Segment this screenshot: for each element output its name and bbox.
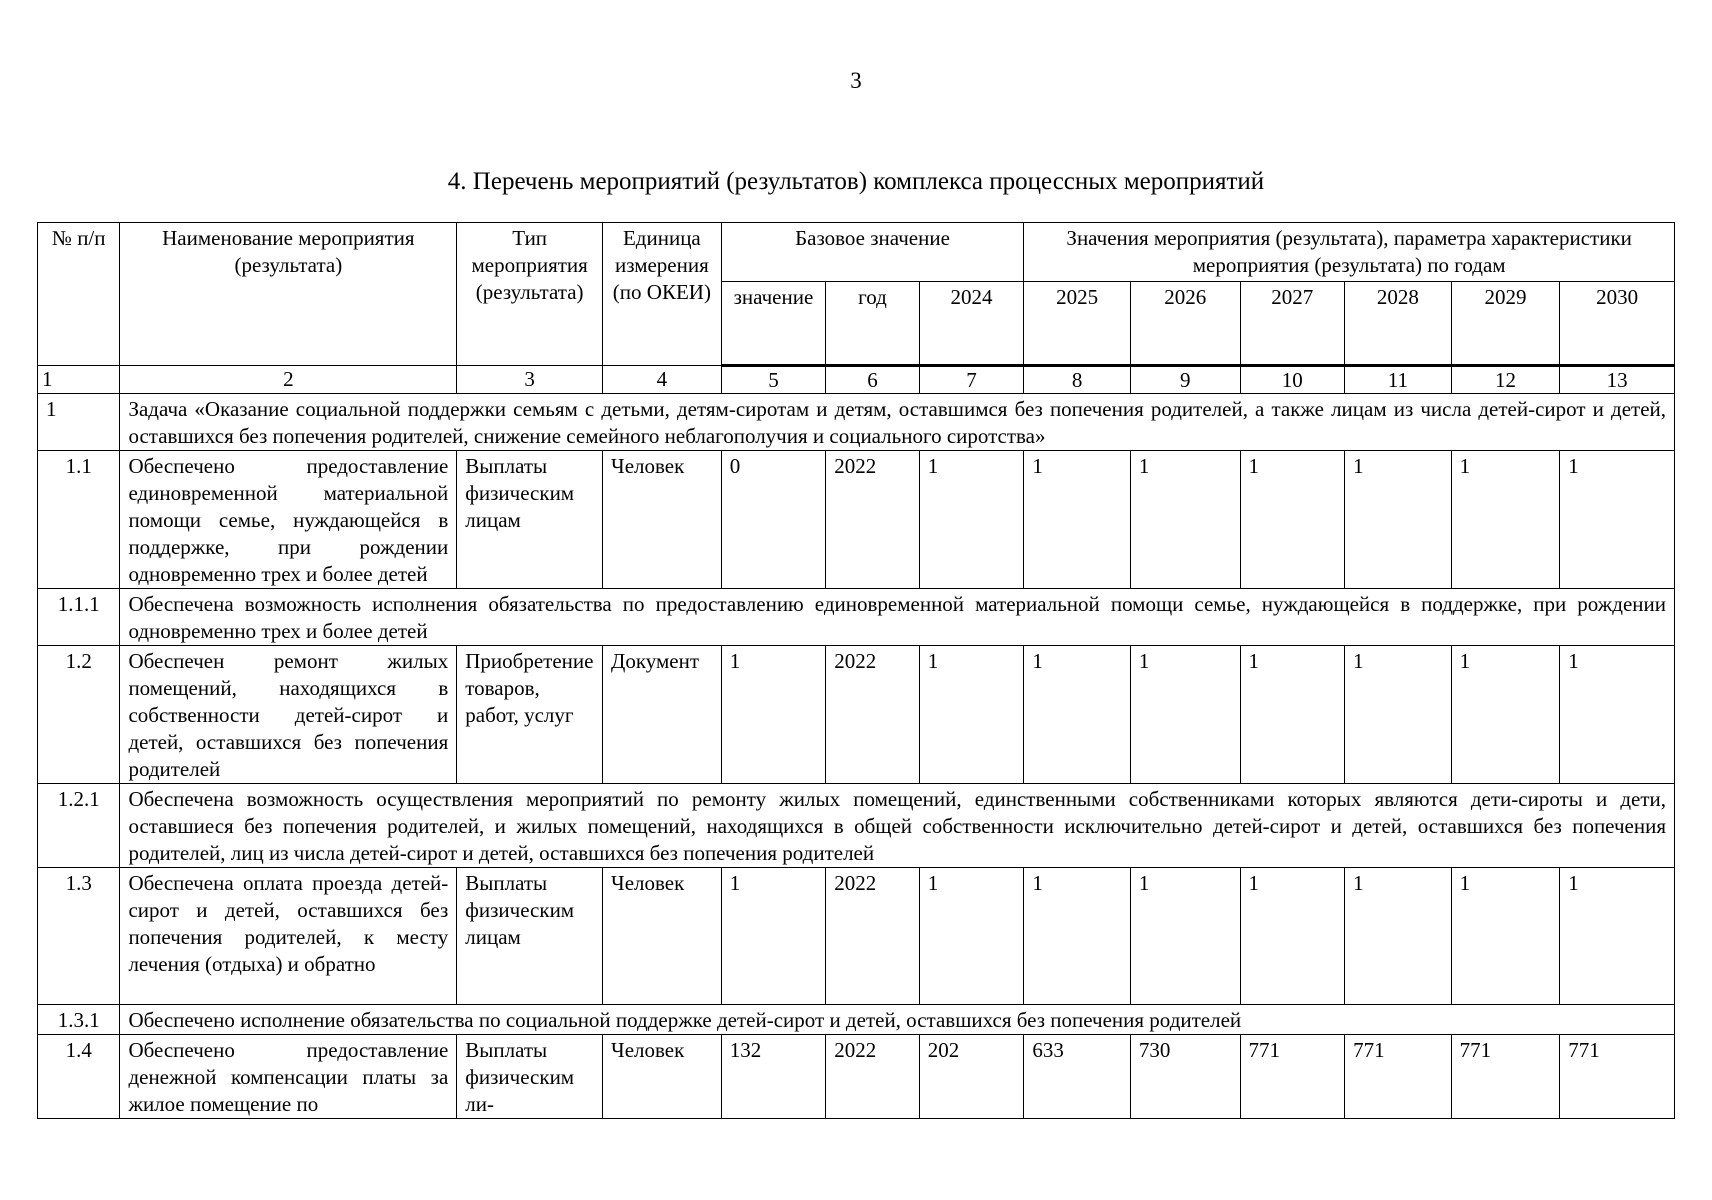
row-base-year: 2022 <box>826 1035 920 1119</box>
row-unit: Человек <box>603 868 722 1005</box>
row-type: Выплаты физическим ли- <box>457 1035 603 1119</box>
row-num: 1.3.1 <box>38 1005 120 1035</box>
row-base-year: 2022 <box>826 868 920 1005</box>
measures-table <box>37 222 1675 1119</box>
row-unit: Документ <box>603 646 722 784</box>
header-name: Наименование мероприятия (результата) <box>120 223 457 366</box>
row-num: 1.1.1 <box>38 589 120 646</box>
header-unit: Единица измерения (по ОКЕИ) <box>603 223 722 366</box>
row-year-value: 1 <box>1345 646 1452 784</box>
row-type: Приобретение товаров, работ, услуг <box>457 646 603 784</box>
row-year-value: 771 <box>1345 1035 1452 1119</box>
result-characteristic-row <box>38 1005 1675 1035</box>
row-year-value: 1 <box>1024 451 1131 589</box>
measure-row <box>38 868 1675 1005</box>
row-year-value: 1 <box>1560 451 1675 589</box>
row-year-value: 633 <box>1024 1035 1131 1119</box>
row-type: Выплаты физическим лицам <box>457 451 603 589</box>
header-year-2026: 2026 <box>1130 282 1240 366</box>
column-number: 1 <box>38 366 120 394</box>
row-year-value: 1 <box>1240 646 1345 784</box>
row-year-value: 1 <box>1240 868 1345 1005</box>
measure-row <box>38 451 1675 589</box>
task-row <box>38 394 1675 451</box>
column-number: 3 <box>457 366 603 394</box>
row-base-year: 2022 <box>826 451 920 589</box>
column-number: 12 <box>1451 366 1560 394</box>
row-year-value: 1 <box>1451 646 1560 784</box>
row-type: Выплаты физическим лицам <box>457 868 603 1005</box>
row-year-value: 1 <box>1345 451 1452 589</box>
row-year-value: 1 <box>1345 868 1452 1005</box>
column-number: 7 <box>919 366 1024 394</box>
header-type: Тип мероприятия (результата) <box>457 223 603 366</box>
column-number: 9 <box>1130 366 1240 394</box>
measure-row <box>38 646 1675 784</box>
row-base-year: 2022 <box>826 646 920 784</box>
result-characteristic-row <box>38 589 1675 646</box>
column-number: 5 <box>721 366 826 394</box>
header-base: Базовое значение <box>721 223 1024 282</box>
row-num: 1.1 <box>38 451 120 589</box>
row-name: Обеспечено предоставление денежной компенсации платы за жилое помещение по <box>120 1035 457 1119</box>
header-values-group: Значения мероприятия (результата), параметра характеристики мероприятия (результата) по годам <box>1024 223 1675 282</box>
header-year-2025: 2025 <box>1024 282 1131 366</box>
row-year-value: 1 <box>1560 646 1675 784</box>
row-num: 1.3 <box>38 868 120 1005</box>
row-name: Обеспечена оплата проезда детей-сирот и детей, оставшихся без попечения родителей, к месту лечения (отдыха) и обратно <box>120 868 457 1005</box>
row-num: 1.4 <box>38 1035 120 1119</box>
measure-row <box>38 1035 1675 1119</box>
header-year-2024: 2024 <box>919 282 1024 366</box>
row-name: Обеспечен ремонт жилых помещений, находящихся в собственности детей-сирот и детей, оставшихся без попечения родителей <box>120 646 457 784</box>
header-year-2030: 2030 <box>1560 282 1675 366</box>
row-year-value: 1 <box>1240 451 1345 589</box>
row-unit: Человек <box>603 1035 722 1119</box>
page-number: 3 <box>850 68 862 93</box>
document-title: 4. Перечень мероприятий (результатов) комплекса процессных мероприятий <box>447 168 1265 195</box>
column-number-row <box>38 366 1675 394</box>
row-year-value: 1 <box>1024 646 1131 784</box>
row-num: 1.2.1 <box>38 784 120 868</box>
header-year-2027: 2027 <box>1240 282 1345 366</box>
row-year-value: 1 <box>1560 868 1675 1005</box>
row-year-value: 1 <box>1024 868 1131 1005</box>
column-number: 11 <box>1345 366 1452 394</box>
row-year-value: 1 <box>1451 868 1560 1005</box>
header-year-2029: 2029 <box>1451 282 1560 366</box>
row-year-value: 1 <box>1130 646 1240 784</box>
row-name: Обеспечено предоставление единовременной материальной помощи семье, нуждающейся в поддержке, при рождении одновременно трех и более детей <box>120 451 457 589</box>
row-merged-text: Обеспечена возможность исполнения обязательства по предоставлению единовременной материальной помощи семье, нуждающейся в поддержке, при рождении одновременно трех и более детей <box>120 589 1675 646</box>
header-base-value: значение <box>721 282 826 366</box>
column-number: 10 <box>1240 366 1345 394</box>
row-num: 1.2 <box>38 646 120 784</box>
row-year-value: 771 <box>1240 1035 1345 1119</box>
row-year-value: 730 <box>1130 1035 1240 1119</box>
column-number: 2 <box>120 366 457 394</box>
result-characteristic-row <box>38 784 1675 868</box>
column-number: 4 <box>603 366 722 394</box>
task-text: Задача «Оказание социальной поддержки семьям с детьми, детям-сиротам и детям, оставшимся без попечения родителей, а также лицам из числа детей-сирот и детей, оставшихся без попечения родителей, снижение семейного неблагополучия и социального сиротства» <box>120 394 1675 451</box>
row-merged-text: Обеспечено исполнение обязательства по социальной поддержке детей-сирот и детей, оставшихся без попечения родителей <box>120 1005 1675 1035</box>
column-number: 13 <box>1560 366 1675 394</box>
row-year-value: 202 <box>919 1035 1024 1119</box>
row-merged-text: Обеспечена возможность осуществления мероприятий по ремонту жилых помещений, единственными собственниками которых являются дети-сироты и дети, оставшиеся без попечения родителей, и жилых помещений, находящихся в общей собственности исключительно детей-сирот и детей, оставшихся без попечения родителей, лиц из числа детей-сирот и детей, оставшихся без попечения родителей <box>120 784 1675 868</box>
row-year-value: 1 <box>1130 868 1240 1005</box>
task-num: 1 <box>38 394 120 451</box>
header-base-year: год <box>826 282 920 366</box>
table-body <box>38 366 1675 1119</box>
row-year-value: 771 <box>1560 1035 1675 1119</box>
row-year-value: 1 <box>919 868 1024 1005</box>
row-year-value: 1 <box>919 646 1024 784</box>
column-number: 8 <box>1024 366 1131 394</box>
row-year-value: 1 <box>1130 451 1240 589</box>
header-year-2028: 2028 <box>1345 282 1452 366</box>
row-base-value: 1 <box>721 646 826 784</box>
row-base-value: 0 <box>721 451 826 589</box>
header-num: № п/п <box>38 223 120 366</box>
column-number: 6 <box>826 366 920 394</box>
row-year-value: 1 <box>919 451 1024 589</box>
row-year-value: 771 <box>1451 1035 1560 1119</box>
table-header <box>38 223 1675 366</box>
row-year-value: 1 <box>1451 451 1560 589</box>
row-unit: Человек <box>603 451 722 589</box>
row-base-value: 1 <box>721 868 826 1005</box>
row-base-value: 132 <box>721 1035 826 1119</box>
